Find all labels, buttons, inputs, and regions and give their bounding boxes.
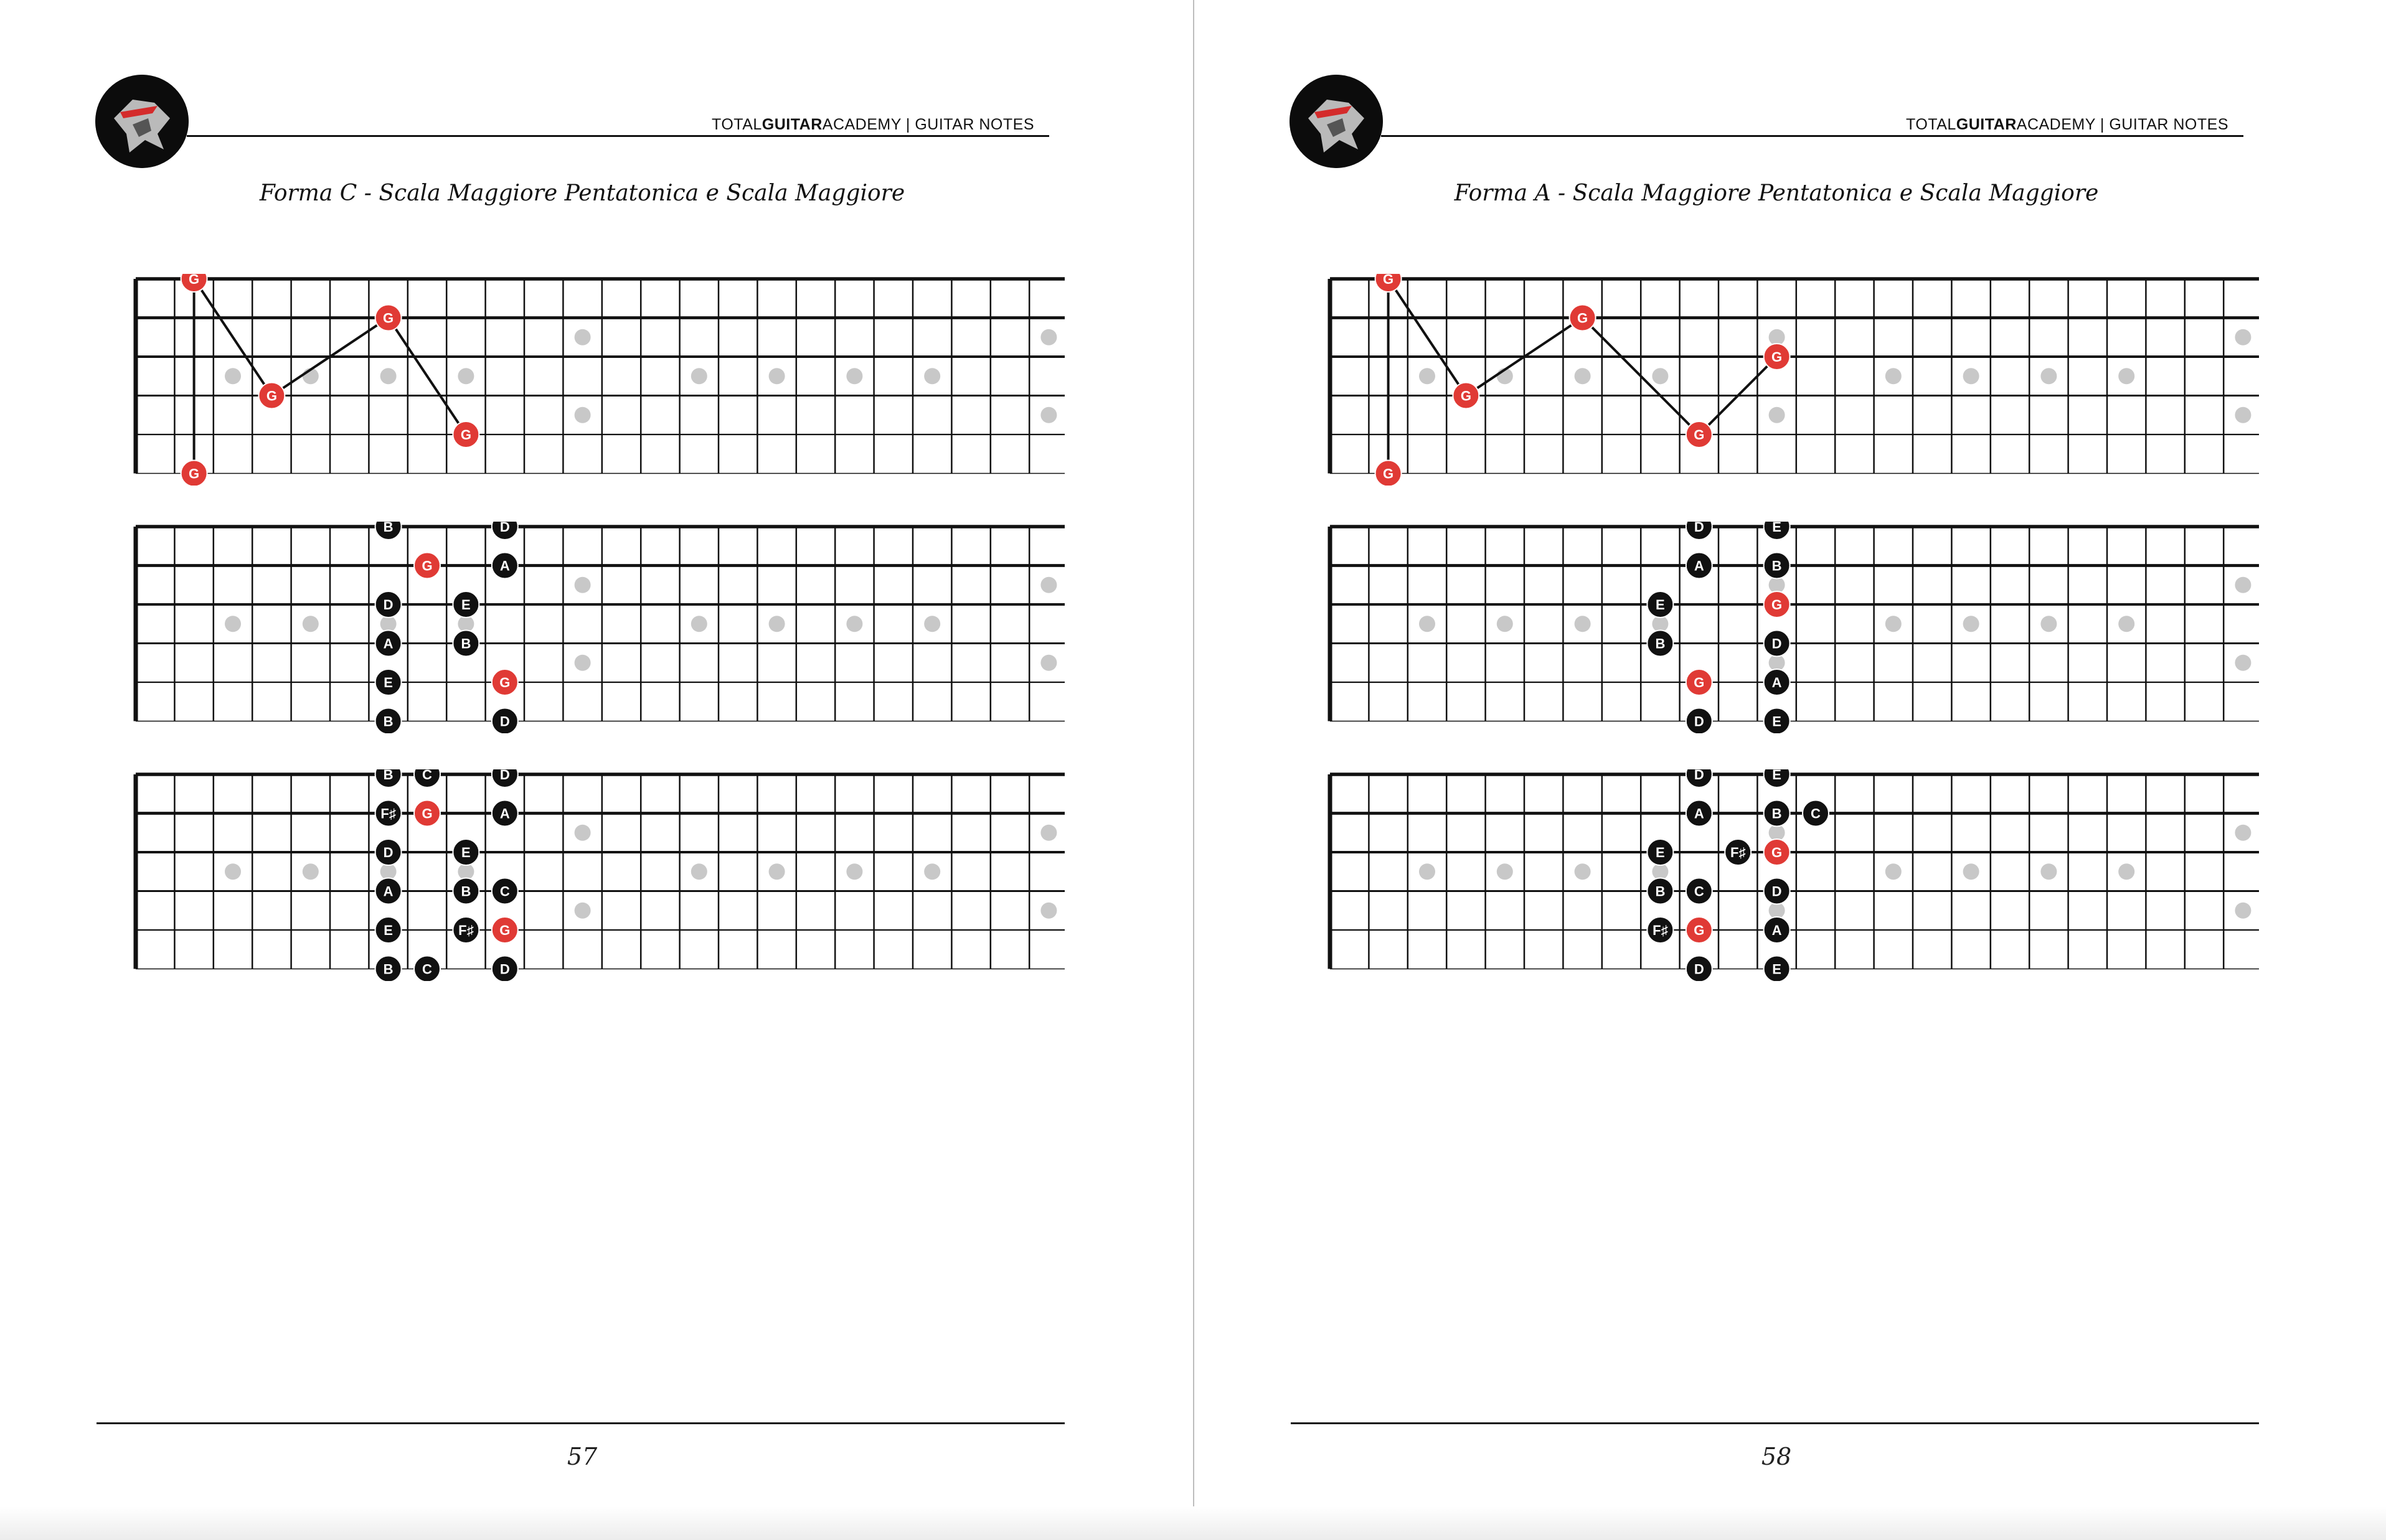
note-label: E — [461, 597, 471, 613]
note-marker — [1725, 839, 1751, 865]
note-label: D — [499, 769, 510, 782]
inlay-dot — [846, 368, 862, 384]
header-brand: TOTALGUITARACADEMY | GUITAR NOTES — [712, 116, 1034, 133]
note-label: G — [1577, 310, 1588, 326]
fretboard-diagram-1 — [131, 274, 1065, 486]
inlay-dot — [1419, 616, 1435, 632]
inlay-dot — [575, 903, 591, 919]
note-label: E — [1772, 713, 1781, 730]
note-label: D — [1694, 961, 1704, 977]
note-marker — [1764, 801, 1790, 827]
inlay-dot — [1769, 577, 1785, 593]
note-marker — [375, 878, 402, 904]
inlay-dot — [2235, 655, 2251, 671]
fretboard-diagram-2 — [1325, 522, 2259, 733]
inlay-dot — [380, 616, 397, 632]
note-label: G — [460, 427, 471, 443]
note-label: A — [1771, 675, 1782, 690]
note-marker — [1764, 769, 1790, 787]
note-marker — [181, 274, 207, 292]
note-label: C — [422, 961, 432, 977]
inlay-dot — [846, 616, 862, 632]
note-marker — [375, 917, 402, 943]
note-label: B — [383, 713, 394, 730]
inlay-dot — [575, 407, 591, 423]
note-marker — [1686, 769, 1712, 787]
note-label: G — [499, 923, 511, 938]
fretboard-diagram-3 — [131, 769, 1065, 981]
inlay-dot — [1040, 825, 1057, 841]
academy-logo — [1290, 75, 1383, 168]
note-label: A — [1771, 923, 1782, 938]
inlay-dot — [1497, 616, 1513, 632]
note-marker — [1375, 274, 1402, 292]
inlay-dot — [1040, 329, 1057, 345]
note-marker — [492, 878, 518, 904]
note-label: B — [1655, 636, 1666, 652]
note-label: D — [1771, 883, 1782, 899]
note-marker — [492, 956, 518, 982]
note-label: G — [422, 558, 433, 574]
footer-rule — [97, 1422, 1065, 1424]
note-label: E — [384, 923, 393, 938]
inlay-dot — [846, 863, 862, 880]
inlay-dot — [1575, 863, 1591, 880]
note-marker — [181, 461, 207, 486]
note-marker — [375, 305, 402, 331]
note-marker — [1764, 669, 1790, 695]
inlay-dot — [1040, 577, 1057, 593]
inlay-dot — [924, 368, 940, 384]
note-marker — [1764, 591, 1790, 617]
note-marker — [375, 801, 402, 827]
note-label: A — [499, 805, 510, 822]
note-marker — [414, 769, 440, 787]
inlay-dot — [2235, 903, 2251, 919]
inlay-dot — [1652, 616, 1668, 632]
note-marker — [1375, 461, 1402, 486]
inlay-dot — [1497, 863, 1513, 880]
inlay-dot — [2235, 577, 2251, 593]
inlay-dot — [380, 368, 397, 384]
note-label: G — [1771, 845, 1783, 860]
note-marker — [453, 878, 479, 904]
note-label: G — [1694, 427, 1705, 443]
note-marker — [492, 917, 518, 943]
inlay-dot — [575, 655, 591, 671]
inlay-dot — [1652, 863, 1668, 880]
fretboard-diagram-1 — [1325, 274, 2259, 486]
note-label: G — [189, 466, 200, 482]
inlay-dot — [691, 616, 707, 632]
note-label: C — [1811, 805, 1821, 822]
note-marker — [1647, 591, 1673, 617]
note-marker — [1686, 708, 1712, 734]
inlay-dot — [691, 863, 707, 880]
note-marker — [1686, 669, 1712, 695]
note-label: B — [383, 961, 394, 977]
note-marker — [1764, 839, 1790, 865]
inlay-dot — [769, 368, 785, 384]
note-label: D — [1694, 713, 1704, 730]
note-label: F♯ — [458, 923, 474, 938]
inlay-dot — [1885, 616, 1902, 632]
note-marker — [492, 708, 518, 734]
note-label: E — [1656, 597, 1665, 613]
inlay-dot — [1040, 407, 1057, 423]
note-label: A — [1694, 805, 1704, 822]
note-label: G — [383, 310, 394, 326]
note-marker — [414, 956, 440, 982]
inlay-dot — [2235, 407, 2251, 423]
fretboard-diagram-3 — [1325, 769, 2259, 981]
note-marker — [492, 801, 518, 827]
note-marker — [375, 522, 402, 540]
inlay-dot — [691, 368, 707, 384]
note-label: D — [1694, 769, 1704, 782]
inlay-dot — [458, 863, 474, 880]
inlay-dot — [303, 863, 319, 880]
note-marker — [453, 839, 479, 865]
note-label: D — [499, 961, 510, 977]
note-marker — [453, 421, 479, 448]
inlay-dot — [575, 577, 591, 593]
note-label: G — [266, 388, 277, 404]
note-label: F♯ — [1730, 845, 1746, 860]
inlay-dot — [1963, 616, 1979, 632]
inlay-dot — [1040, 655, 1057, 671]
note-marker — [375, 708, 402, 734]
page-title: Forma A - Scala Maggiore Pentatonica e Scala Maggiore — [1454, 181, 2099, 206]
note-label: G — [1694, 923, 1705, 938]
note-label: B — [383, 522, 394, 535]
inlay-dot — [1769, 825, 1785, 841]
note-label: D — [1771, 636, 1782, 652]
note-marker — [1686, 522, 1712, 540]
note-marker — [453, 591, 479, 617]
inlay-dot — [2040, 616, 2057, 632]
note-marker — [1647, 631, 1673, 657]
note-marker — [414, 801, 440, 827]
note-label: E — [1772, 522, 1781, 535]
note-label: G — [189, 274, 200, 287]
note-marker — [1686, 421, 1712, 448]
note-marker — [1453, 383, 1479, 409]
note-label: B — [1771, 805, 1782, 822]
inlay-dot — [2118, 368, 2134, 384]
note-label: B — [461, 636, 471, 652]
inlay-dot — [1963, 863, 1979, 880]
note-marker — [1803, 801, 1829, 827]
inlay-dot — [225, 616, 241, 632]
inlay-dot — [1769, 407, 1785, 423]
inlay-dot — [225, 863, 241, 880]
inlay-dot — [1419, 368, 1435, 384]
note-label: B — [1771, 558, 1782, 574]
note-label: E — [384, 675, 393, 690]
note-label: G — [1460, 388, 1471, 404]
note-label: A — [499, 558, 510, 574]
note-label: A — [383, 883, 394, 899]
inlay-dot — [1419, 863, 1435, 880]
note-label: G — [1383, 466, 1394, 482]
note-marker — [1764, 917, 1790, 943]
note-marker — [375, 956, 402, 982]
note-marker — [1570, 305, 1596, 331]
note-label: D — [383, 597, 394, 613]
page-58 — [1194, 0, 2386, 1540]
note-marker — [492, 669, 518, 695]
inlay-dot — [1963, 368, 1979, 384]
inlay-dot — [2235, 825, 2251, 841]
note-label: G — [422, 805, 433, 822]
inlay-dot — [1040, 903, 1057, 919]
inlay-dot — [2040, 863, 2057, 880]
note-marker — [258, 383, 285, 409]
note-marker — [1647, 917, 1673, 943]
note-label: F♯ — [380, 805, 396, 822]
note-marker — [453, 917, 479, 943]
note-label: C — [499, 883, 510, 899]
note-label: D — [499, 713, 510, 730]
inlay-dot — [1769, 655, 1785, 671]
note-marker — [1764, 344, 1790, 370]
header-rule — [1381, 135, 2243, 137]
note-marker — [1764, 878, 1790, 904]
page-number: 58 — [1761, 1443, 1792, 1470]
inlay-dot — [1652, 368, 1668, 384]
note-marker — [1686, 917, 1712, 943]
note-label: G — [499, 675, 511, 690]
note-label: C — [1694, 883, 1704, 899]
fretboard-diagram-2 — [131, 522, 1065, 733]
inlay-dot — [2118, 863, 2134, 880]
page-title: Forma C - Scala Maggiore Pentatonica e Scala Maggiore — [259, 181, 905, 206]
note-label: G — [1694, 675, 1705, 690]
inlay-dot — [225, 368, 241, 384]
note-marker — [1764, 708, 1790, 734]
inlay-dot — [575, 329, 591, 345]
inlay-dot — [2235, 329, 2251, 345]
note-label: E — [1772, 769, 1781, 782]
inlay-dot — [458, 616, 474, 632]
note-marker — [1686, 878, 1712, 904]
academy-logo — [95, 75, 189, 168]
header-rule — [187, 135, 1049, 137]
inlay-dot — [1769, 903, 1785, 919]
note-marker — [1686, 801, 1712, 827]
note-marker — [492, 522, 518, 540]
note-label: G — [1383, 274, 1394, 287]
inlay-dot — [575, 825, 591, 841]
inlay-dot — [769, 863, 785, 880]
note-label: E — [461, 845, 471, 860]
inlay-dot — [769, 616, 785, 632]
note-label: B — [461, 883, 471, 899]
bottom-shadow — [0, 1506, 2386, 1540]
inlay-dot — [1575, 616, 1591, 632]
note-marker — [1764, 522, 1790, 540]
note-label: B — [383, 769, 394, 782]
inlay-dot — [303, 616, 319, 632]
note-marker — [414, 553, 440, 579]
note-label: G — [1771, 349, 1783, 365]
note-marker — [1764, 631, 1790, 657]
note-marker — [375, 669, 402, 695]
inlay-dot — [380, 863, 397, 880]
header-brand: TOTALGUITARACADEMY | GUITAR NOTES — [1906, 116, 2228, 133]
inlay-dot — [1885, 863, 1902, 880]
inlay-dot — [1885, 368, 1902, 384]
note-marker — [1647, 878, 1673, 904]
note-marker — [492, 769, 518, 787]
inlay-dot — [924, 616, 940, 632]
note-label: B — [1655, 883, 1666, 899]
inlay-dot — [1769, 329, 1785, 345]
note-label: E — [1656, 845, 1665, 860]
note-marker — [375, 631, 402, 657]
note-marker — [492, 553, 518, 579]
note-label: A — [1694, 558, 1704, 574]
note-label: A — [383, 636, 394, 652]
note-marker — [375, 591, 402, 617]
inlay-dot — [458, 368, 474, 384]
note-label: C — [422, 769, 432, 782]
note-marker — [375, 769, 402, 787]
note-label: F♯ — [1653, 923, 1668, 938]
note-marker — [453, 631, 479, 657]
note-label: E — [1772, 961, 1781, 977]
note-marker — [375, 839, 402, 865]
inlay-dot — [924, 863, 940, 880]
note-label: D — [1694, 522, 1704, 535]
note-marker — [1764, 553, 1790, 579]
note-label: D — [383, 845, 394, 860]
inlay-dot — [2040, 368, 2057, 384]
note-marker — [1686, 553, 1712, 579]
inlay-dot — [2118, 616, 2134, 632]
note-marker — [1647, 839, 1673, 865]
note-label: D — [499, 522, 510, 535]
footer-rule — [1291, 1422, 2259, 1424]
note-marker — [1686, 956, 1712, 982]
inlay-dot — [1575, 368, 1591, 384]
note-label: G — [1771, 597, 1783, 613]
note-marker — [1764, 956, 1790, 982]
page-number: 57 — [567, 1443, 598, 1470]
